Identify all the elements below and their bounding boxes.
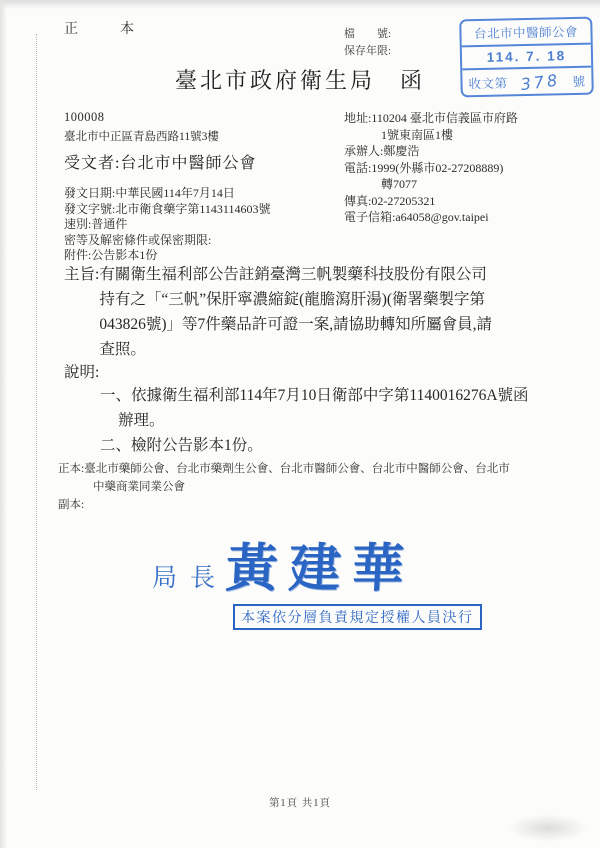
sender-contact-block [344,110,518,226]
sender-contact-person: 承辦人:鄭慶浩 [344,144,420,158]
sender-phone-line2: 轉7077 [381,177,418,191]
explanation-item-2: 二、檢附公告影本1份。 [100,437,263,454]
recipient-block [64,110,270,264]
sender-phone-line1: 電話:1999(外縣市02-27208889) [344,160,504,175]
distribution-original-label: 正本: [58,463,85,475]
document-meta-block [64,186,270,264]
recipient-street-address: 臺北市中正區青島西路11號3樓 [64,131,219,143]
binding-dotted-line [36,34,37,790]
document-title: 臺北市政府衛生局 函 [174,68,425,93]
explanation-label: 說明: [64,364,100,381]
secrecy-line: 密等及解密條件或保密期限: [64,232,212,247]
copy-type-label: 正 本 [64,22,148,37]
subject-label: 主旨: [64,266,100,283]
signer-title: 局長 [152,565,229,592]
issue-date-line: 發文日期:中華民國114年7月14日 [64,186,235,200]
page-number-footer: 第1頁 共1頁 [268,798,332,809]
distribution-block [58,460,510,514]
sender-address-line2: 1號東南區1樓 [381,127,454,142]
subject-paragraph [64,262,497,362]
doc-number-line: 發文字號:北市衛食藥字第1143114603號 [64,201,271,216]
scan-edge-top [0,0,600,9]
distribution-copy-label: 副本: [58,499,85,511]
explanation-items [100,383,530,458]
sender-address-line1: 地址:110204 臺北市信義區市府路 [344,111,518,125]
subject-text: 有關衛生福利部公告註銷臺灣三帆製藥科技股份有限公司持有之「“三帆”保肝寧濃縮錠(龍膽瀉肝湯)(衛署藥製字第043826號)」等7件藥品許可證一案,請協助轉知所屬會員,請查照。 [99,266,492,358]
file-number-label: 檔 號: [344,28,392,40]
retention-period-label: 保存年限: [344,45,392,57]
authorization-stamp: 本案依分層負責規定授權人員決行 [233,604,482,630]
distribution-original-text: 臺北市藥師公會、台北市藥劑生公會、台北市醫師公會、台北市中醫師公會、台北市中藥商業同業公會 [84,463,510,493]
receipt-suffix: 號 [572,74,586,89]
file-number-block [344,26,391,60]
distribution-original [58,460,510,496]
speed-class-line: 速別:普通件 [64,217,128,231]
received-stamp-org: 台北市中醫師公會 [473,24,579,42]
recipient-postal-code: 100008 [64,110,105,124]
sender-email: 電子信箱:a64058@gov.taipei [344,210,489,224]
attachment-line: 附件:公告影本1份 [64,248,158,262]
received-stamp-date: 114. 7. 18 [462,43,591,69]
recipient-name-line: 受文者:台北市中醫師公會 [64,155,257,172]
scan-edge-left [0,0,7,848]
receipt-number-handwritten: 378 [519,70,561,95]
signer-name-calligraphy: 黃建華 [224,541,417,598]
scan-smudge [508,814,588,842]
explanation-item-1: 一、依據衛生福利部114年7月10日衛部中字第1140016276A號函辦理。 [100,387,529,429]
receipt-prefix: 收文第 [468,75,508,91]
sender-fax: 傳真:02-27205321 [344,193,436,208]
